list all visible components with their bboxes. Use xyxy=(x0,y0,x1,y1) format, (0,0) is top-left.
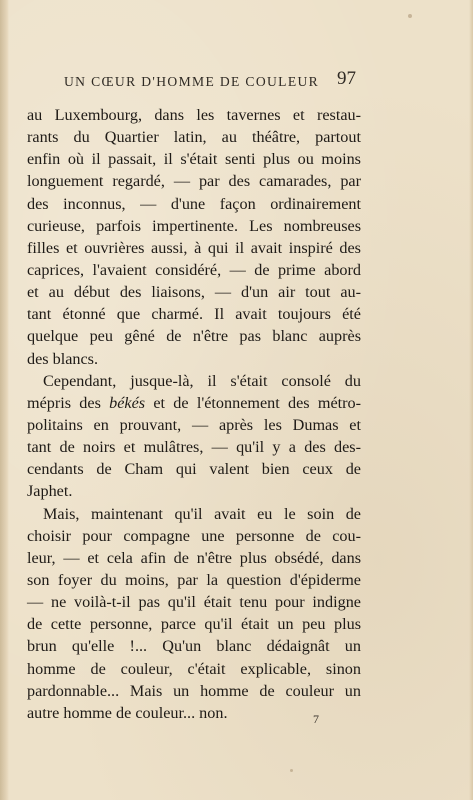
text-line: Cependant, jusque-là, il s'était consolé du xyxy=(43,371,361,390)
paper-speck xyxy=(408,14,412,18)
text-line: politains en prouvant, — après les Dumas et xyxy=(27,415,361,434)
text-line: autre homme de couleur... non. xyxy=(27,703,228,722)
text-line: son foyer du moins, par la question d'épiderme xyxy=(27,570,361,589)
text-line: cendants de Cham qui valent bien ceux de xyxy=(27,460,361,479)
text-line: de cette personne, parce qu'il était un peu plus xyxy=(27,615,361,634)
text-line: rants du Quartier latin, au théâtre, partout xyxy=(27,128,361,147)
body-text xyxy=(27,104,361,724)
text-line: longuement regardé, — par des camarades, par xyxy=(27,172,361,191)
text-line: quelque peu gêné de n'être pas blanc auprès xyxy=(27,327,361,346)
text-line: tant étonné que charmé. Il avait toujours été xyxy=(27,305,361,324)
running-title: UN CŒUR D'HOMME DE COULEUR xyxy=(64,74,320,89)
text-line: homme de couleur, c'était explicable, sinon xyxy=(27,659,361,678)
text-line: au Luxembourg, dans les tavernes et restau- xyxy=(27,106,361,124)
text-line: curieuse, parfois impertinente. Les nombreuses xyxy=(27,216,361,235)
text-line: des blancs. xyxy=(27,349,99,368)
page-edge xyxy=(469,0,473,800)
paper-speck xyxy=(290,769,293,772)
italic-word: békés xyxy=(109,393,146,412)
text-line: tant de noirs et mulâtres, — qu'il y a des des- xyxy=(27,438,361,457)
text-line: leur, — et cela afin de n'être plus obsédé, dans xyxy=(27,548,361,567)
text-line: caprices, l'avaient considéré, — de prime abord xyxy=(27,260,361,279)
page-gutter-shadow xyxy=(0,0,9,800)
text-line: enfin où il passait, il s'était senti plus ou moins xyxy=(27,150,361,169)
signature-mark: 7 xyxy=(313,712,319,726)
page-number: 97 xyxy=(337,68,356,89)
text-line: — ne voilà-t-il pas qu'il était tenu pour indigne xyxy=(27,593,361,612)
text-line: filles et ouvrières aussi, à qui il avait inspiré des xyxy=(27,238,361,257)
text-line: des inconnus, — d'une façon ordinairement xyxy=(27,194,361,213)
text-line: mépris des békés et de l'étonnement des métro- xyxy=(27,393,361,412)
text-line: pardonnable... Mais un homme de couleur un xyxy=(27,681,361,700)
text-line: brun qu'elle !... Qu'un blanc dédaignât un xyxy=(27,637,361,656)
text-line: Mais, maintenant qu'il avait eu le soin de xyxy=(43,504,361,523)
text-line: choisir pour compagne une personne de cou- xyxy=(27,526,361,545)
text-line: Japhet. xyxy=(27,482,73,501)
text-line: et au début des liaisons, — d'un air tout au- xyxy=(27,283,361,302)
